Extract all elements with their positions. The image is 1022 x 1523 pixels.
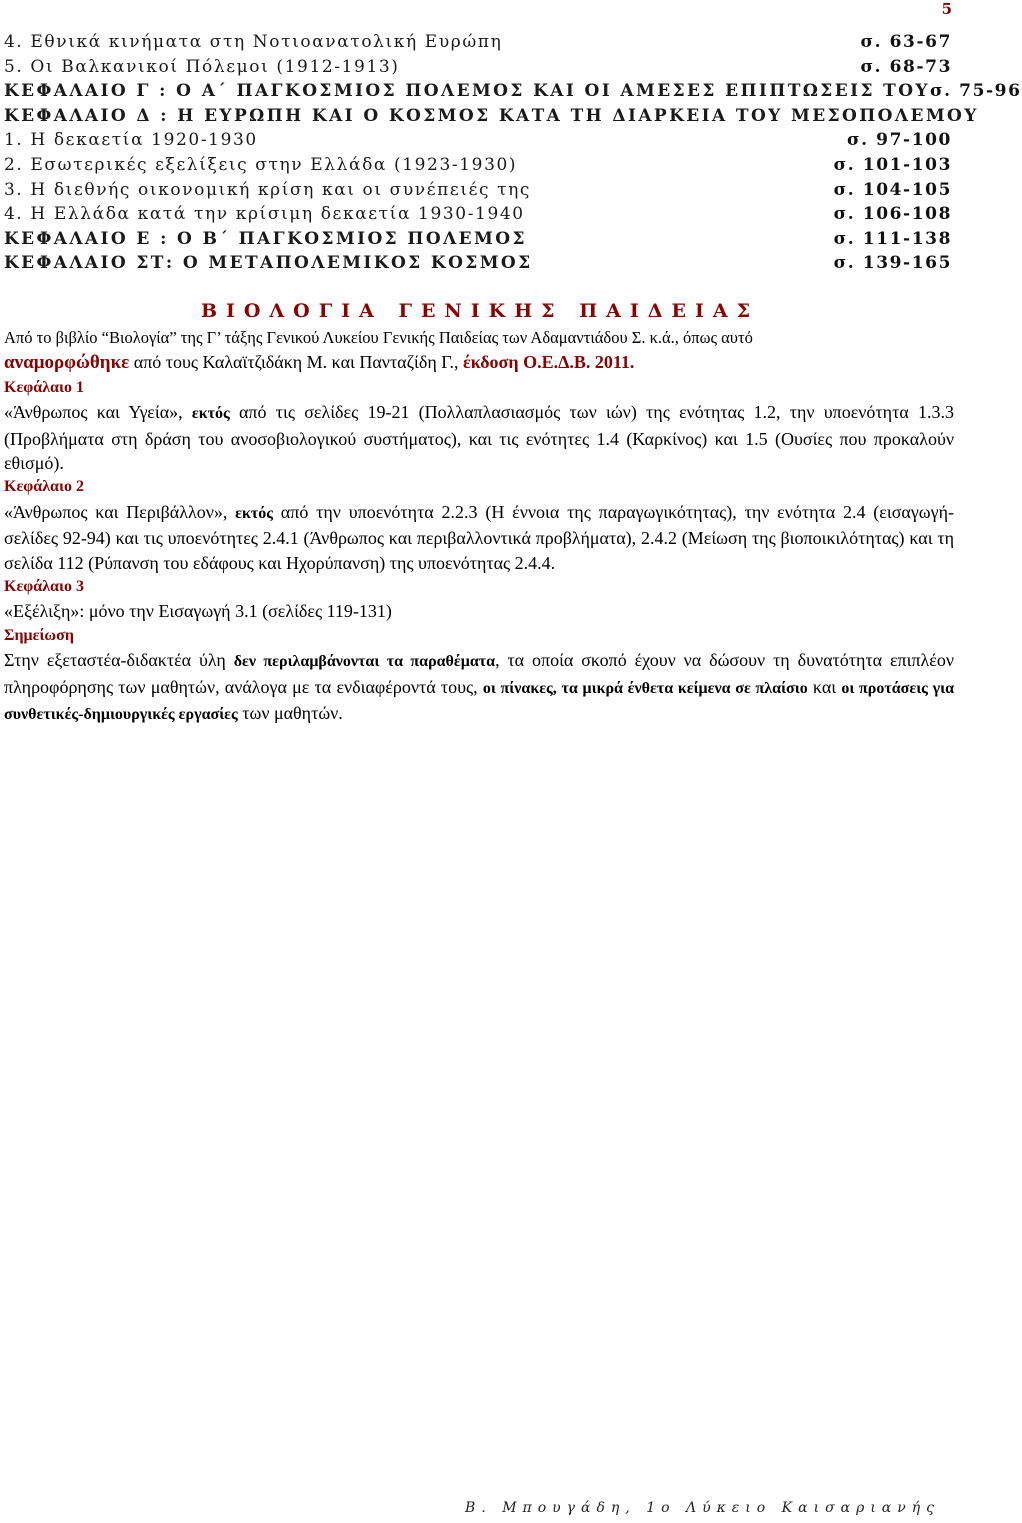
remodeled-word: αναμορφώθηκε bbox=[4, 352, 130, 374]
note-bold-part: οι προτάσεις για συνθετικές-δημιουργικές εργασίες bbox=[4, 679, 955, 724]
toc-row bbox=[4, 204, 952, 229]
toc-title: 5. Οι Βαλκανικοί Πόλεμοι (1912-1913) bbox=[4, 56, 400, 77]
chapter1-title: «Άνθρωπος και Υγεία», bbox=[4, 402, 192, 423]
chapter3-text: «Εξέλιξη»: μόνο την Εισαγωγή 3.1 (σελίδες 119-131) bbox=[4, 601, 392, 622]
toc-row bbox=[4, 155, 952, 180]
toc-row bbox=[4, 81, 1022, 106]
toc-title: 1. Η δεκαετία 1920-1930 bbox=[4, 130, 258, 151]
note-part: Στην εξεταστέα-διδακτέα ύλη bbox=[4, 650, 234, 671]
toc-title: 2. Εσωτερικές εξελίξεις στην Ελλάδα (1923-1930) bbox=[4, 154, 518, 175]
toc-title: ΚΕΦΑΛΑΙΟ Γ : Ο Α΄ ΠΑΓΚΟΣΜΙΟΣ ΠΟΛΕΜΟΣ ΚΑΙ ΟΙ ΑΜΕΣΕΣ ΕΠΙΠΤΩΣΕΙΣ ΤΟΥ bbox=[4, 81, 930, 102]
toc-pages: σ. 97-100 bbox=[847, 130, 952, 151]
toc-pages: σ. 68-73 bbox=[860, 56, 952, 77]
toc-pages: σ. 111-138 bbox=[833, 228, 952, 249]
syllabus-body bbox=[4, 326, 954, 728]
table-of-contents bbox=[4, 32, 1022, 278]
chapter1-except: εκτός bbox=[191, 405, 230, 423]
toc-pages: σ. 101-103 bbox=[833, 154, 952, 175]
note-heading: Σημείωση bbox=[4, 626, 74, 644]
toc-row bbox=[4, 130, 952, 155]
toc-pages: σ. 139-165 bbox=[833, 253, 952, 274]
intro-line: Από το βιβλίο “Βιολογία” της Γ’ τάξης Γενικού Λυκείου Γενικής Παιδείας των Αδαμαντιάδου Σ. κ.ά., όπως αυτό bbox=[4, 328, 753, 347]
toc-pages: σ. 104-105 bbox=[833, 179, 952, 200]
toc-title: ΚΕΦΑΛΑΙΟ Δ : Η ΕΥΡΩΠΗ ΚΑΙ Ο ΚΟΣΜΟΣ ΚΑΤΑ ΤΗ ΔΙΑΡΚΕΙΑ ΤΟΥ ΜΕΣΟΠΟΛΕΜΟΥ bbox=[4, 105, 979, 126]
toc-row bbox=[4, 32, 952, 57]
chapter2-text bbox=[4, 500, 954, 575]
toc-title: 4. Εθνικά κινήματα στη Νοτιοανατολική Ευρώπη bbox=[4, 32, 503, 52]
toc-row bbox=[4, 229, 952, 254]
chapter2-title: «Άνθρωπος και Περιβάλλον», bbox=[4, 501, 236, 522]
intro-paragraph bbox=[4, 350, 954, 375]
page-footer: Β. Μπουγάδη, 1ο Λύκειο Καισαριανής bbox=[465, 1500, 940, 1516]
note-text bbox=[4, 648, 954, 727]
note-bold-part: δεν περιλαμβάνονται τα παραθέματα bbox=[233, 653, 496, 671]
toc-row bbox=[4, 105, 979, 131]
edition-text: έκδοση Ο.Ε.Δ.Β. 2011. bbox=[463, 352, 635, 373]
toc-title: 3. Η διεθνής οικονομική κρίση και οι συνέπειές της bbox=[4, 179, 532, 200]
toc-title: 4. Η Ελλάδα κατά την κρίσιμη δεκαετία 1930-1940 bbox=[4, 204, 525, 225]
chapter1-heading: Κεφάλαιο 1 bbox=[4, 378, 84, 396]
toc-title: ΚΕΦΑΛΑΙΟ Ε : Ο Β΄ ΠΑΓΚΟΣΜΙΟΣ ΠΟΛΕΜΟΣ bbox=[4, 228, 527, 249]
authors-text: από τους Καλαϊτζιδάκη Μ. και Πανταζίδη Γ., bbox=[129, 352, 464, 373]
chapter2-except: εκτός bbox=[235, 504, 273, 522]
toc-row bbox=[4, 253, 952, 278]
toc-title: ΚΕΦΑΛΑΙΟ ΣΤ: Ο ΜΕΤΑΠΟΛΕΜΙΚΟΣ ΚΟΣΜΟΣ bbox=[4, 253, 533, 274]
subject-title: ΒΙΟΛΟΓΙΑ ΓΕΝΙΚΗΣ ΠΑΙΔΕΙΑΣ bbox=[200, 300, 760, 322]
chapter1-details: από τις σελίδες 19-21 (Πολλαπλασιασμός των ιών) της ενότητας 1.2, την υποενότητα 1.3.3 (Προβλήματα στη δράση του ανοσοβιολογικού συστήματος), και τις ενότητες 1.4 (Καρκίνος) και 1.5 (Ουσίες που προκαλούν εθισμό). bbox=[4, 402, 954, 474]
toc-row bbox=[4, 180, 952, 205]
toc-pages: σ. 63-67 bbox=[860, 32, 952, 52]
note-bold-part: οι πίνακες, τα μικρά ένθετα κείμενα σε πλαίσιο bbox=[482, 679, 808, 697]
toc-pages: σ. 106-108 bbox=[833, 204, 952, 225]
note-part: , τα οποία σκοπό έχουν να δώσουν τη δυνατότητα επιπλέον πληροφόρησης των μαθητών, ανάλογα με τα ενδιαφέροντά τους, bbox=[4, 650, 954, 697]
page-number: 5 bbox=[941, 0, 952, 18]
chapter2-heading: Κεφάλαιο 2 bbox=[4, 478, 84, 496]
chapter3-heading: Κεφάλαιο 3 bbox=[4, 578, 84, 596]
toc-row bbox=[4, 57, 952, 82]
toc-pages: σ. 75-96 bbox=[929, 81, 1022, 102]
note-part: και bbox=[807, 676, 842, 697]
note-part: των μαθητών. bbox=[237, 703, 343, 724]
chapter2-details: από την υποενότητα 2.2.3 (Η έννοια της παραγωγικότητας), την ενότητα 2.4 (εισαγωγή- σελίδες 92-94) και τις υποενότητες 2.4.1 (Άνθρωπος και περιβαλλοντικά προβλήματα), 2.4.2 (Μείωση της βιοποικιλότητας) και τη σελίδα 112 (Ρύπανση του εδάφους και Ηχορύπανση) της υποενότητας 2.4.4. bbox=[4, 501, 954, 573]
chapter1-text bbox=[4, 400, 954, 475]
